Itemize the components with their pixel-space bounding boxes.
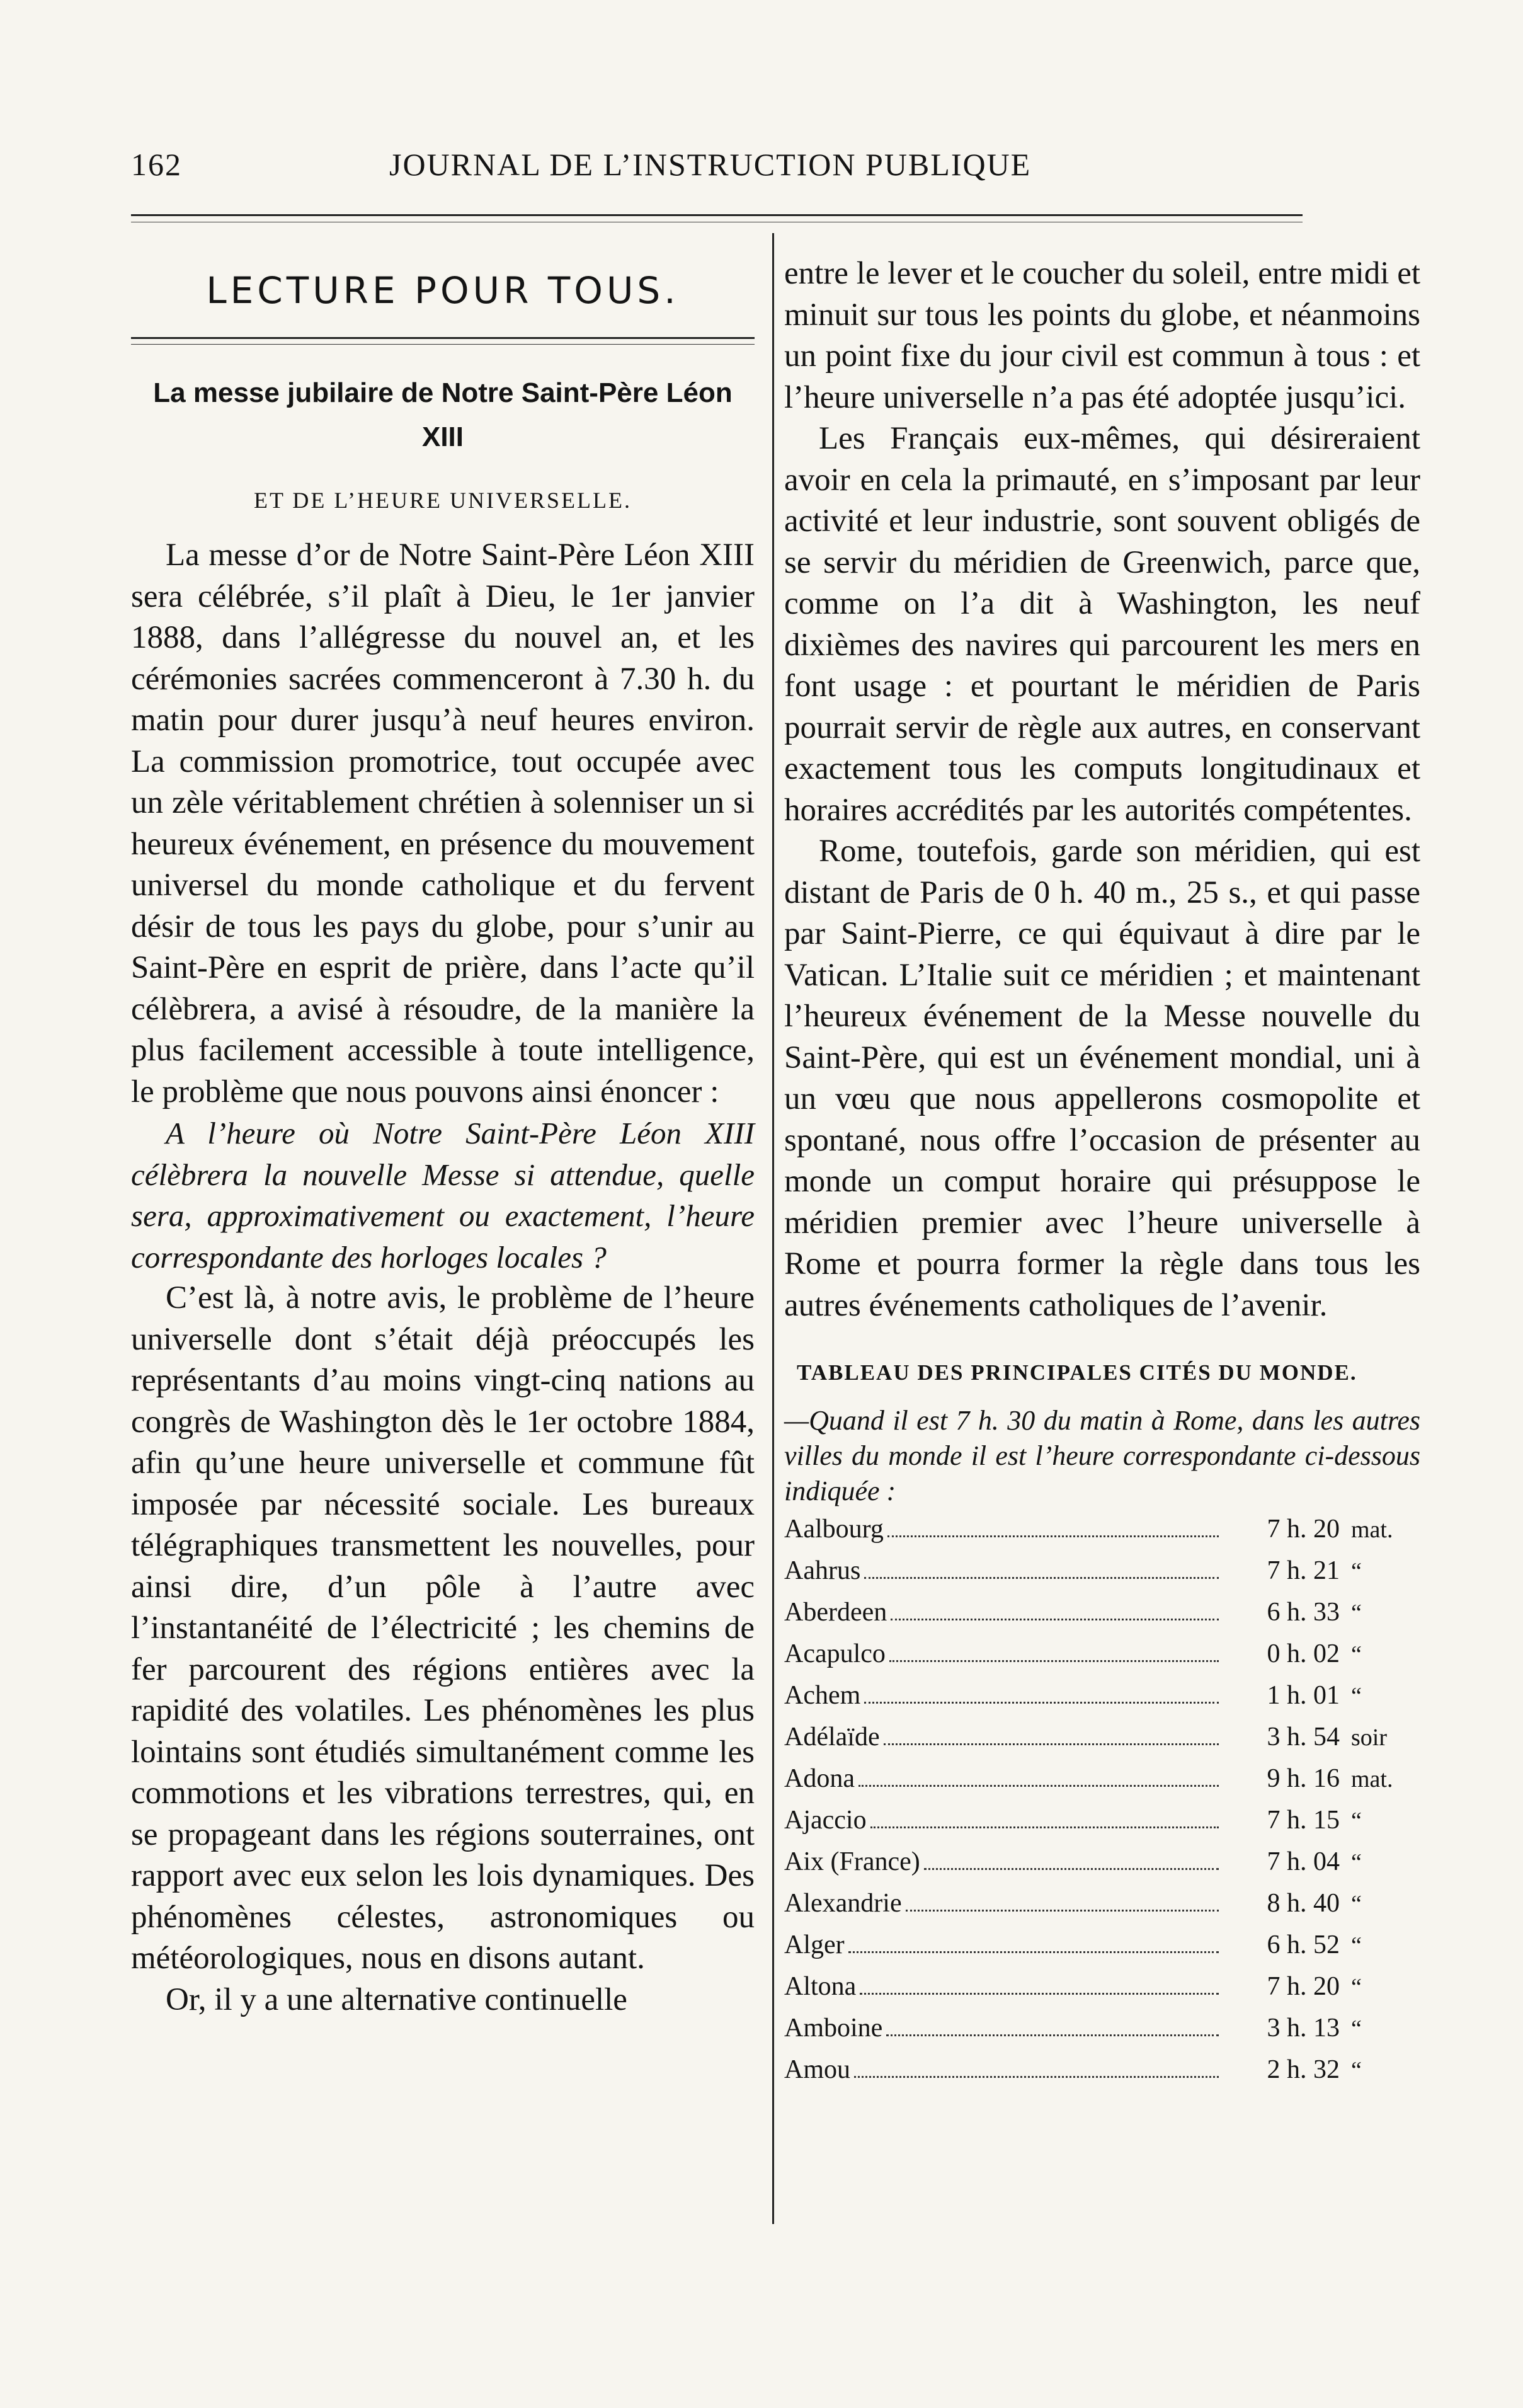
time-note: “ (1351, 1849, 1362, 1876)
column-divider (772, 233, 774, 2224)
city-name: Achem (784, 1681, 861, 1710)
paragraph: Or, il y a une alternative continuelle (166, 1981, 627, 2017)
time-note: “ (1351, 1600, 1362, 1626)
header-rule (131, 214, 1303, 216)
city-name: Alger (784, 1930, 845, 1959)
time-note: “ (1351, 1808, 1362, 1834)
city-time-table (784, 1509, 1420, 2091)
table-row (784, 1842, 1420, 1883)
city-time: 1 h. 01 (1267, 1681, 1340, 1710)
time-note: mat. (1351, 1516, 1393, 1543)
table-row (784, 1717, 1420, 1758)
page-number: 162 (131, 147, 182, 182)
table-intro: —Quand il est 7 h. 30 du matin à Rome, dans les autres villes du monde il est l’heure correspondante ci-dessous indiquée : (784, 1405, 1420, 1506)
time-note: mat. (1351, 1766, 1393, 1792)
city-name: Adona (784, 1764, 855, 1793)
time-note: “ (1351, 2057, 1362, 2084)
dot-leader (891, 1619, 1219, 1620)
running-head (131, 140, 1170, 184)
table-row (784, 1551, 1420, 1592)
city-time: 8 h. 40 (1267, 1889, 1340, 1918)
city-time: 9 h. 16 (1267, 1764, 1340, 1793)
time-note: “ (1351, 1891, 1362, 1917)
table-row (784, 2050, 1420, 2091)
city-time: 2 h. 32 (1267, 2055, 1340, 2084)
table-row (784, 1675, 1420, 1717)
dot-leader (860, 1993, 1219, 1995)
time-note: “ (1351, 1558, 1362, 1585)
city-time: 3 h. 13 (1267, 2014, 1340, 2043)
table-row (784, 1758, 1420, 1800)
city-name: Adélaïde (784, 1723, 880, 1752)
table-row (784, 1634, 1420, 1675)
article-title: La messe jubilaire de Notre Saint-Père Léon XIII (153, 377, 733, 452)
city-time: 7 h. 15 (1267, 1806, 1340, 1835)
paragraph: La messe d’or de Notre Saint-Père Léon XIII sera célébrée, s’il plaît à Dieu, le 1er janvier 1888, dans l’allégresse du nouvel an, et les cérémonies sacrées commenceront à 7.30 h. du matin pour durer jusqu’à neuf heures environ. La commission promotrice, tout occupée avec un zèle véritablement chrétien à solenniser un si heureux événement, en présence du mouvement universel du monde catholique et du fervent désir de tous les pays du globe, pour s’unir au Saint-Père en esprit de prière, dans l’acte qu’il célèbrera, a avisé à résoudre, de la manière la plus facilement accessible à toute intelligence, le problème que nous pouvons ainsi énoncer : (131, 537, 755, 1109)
city-time: 7 h. 04 (1267, 1847, 1340, 1876)
section-title-rules (131, 337, 755, 345)
table-row (784, 1966, 1420, 2008)
left-column (131, 255, 755, 2021)
table-row (784, 2008, 1420, 2050)
table-row (784, 1592, 1420, 1634)
dot-leader (889, 1660, 1219, 1662)
paragraph-continuation: entre le lever et le coucher du soleil, entre midi et minuit sur tous les points du globe, et néanmoins un point fixe du jour civil est commun à tous : et l’heure universelle n’a pas été adoptée jusqu’ici. (784, 256, 1420, 415)
city-name: Amou (784, 2055, 850, 2084)
dot-leader (858, 1785, 1219, 1787)
city-name: Acapulco (784, 1639, 886, 1668)
city-name: Ajaccio (784, 1806, 867, 1835)
table-row (784, 1800, 1420, 1842)
dot-leader (864, 1577, 1219, 1579)
time-note: soir (1351, 1724, 1387, 1751)
city-time: 7 h. 20 (1267, 1972, 1340, 2001)
dot-leader (886, 2034, 1219, 2036)
city-time: 7 h. 21 (1267, 1556, 1340, 1585)
dot-leader (884, 1743, 1219, 1745)
city-time: 3 h. 54 (1267, 1723, 1340, 1752)
question-quote: A l’heure où Notre Saint-Père Léon XIII célèbrera la nouvelle Messe si attendue, quelle sera, approximativement ou exactement, l’heure correspondante des horloges locales ? (131, 1116, 755, 1275)
time-note: “ (1351, 2015, 1362, 2042)
city-time: 6 h. 33 (1267, 1598, 1340, 1627)
section-title: LECTURE POUR TOUS. (206, 269, 680, 312)
city-name: Alexandrie (784, 1889, 902, 1918)
time-note: “ (1351, 1683, 1362, 1709)
dot-leader (848, 1951, 1219, 1953)
dot-leader (854, 2076, 1219, 2078)
paragraph: C’est là, à notre avis, le problème de l’heure universelle dont s’était déjà préoccupés les représentants d’au moins vingt-cinq nations au congrès de Washington dès le 1er octobre 1884, afin qu’une heure universelle et commune fût imposée par nécessité sociale. Les bureaux télégraphiques transmettent les nouvelles, pour ainsi dire, d’un pôle à l’autre avec l’instantanéité de l’électricité ; les chemins de fer parcourent des régions entières avec la rapidité des volatiles. Les phénomènes les plus lointains sont étudiés simultanément comme les commotions et les vibrations terrestres, qui, en se propageant dans les régions souterraines, ont rapport avec eux selon les lois dynamiques. Des phénomènes célestes, astronomiques ou météorologiques, nous en disons autant. (131, 1280, 755, 1976)
city-time: 7 h. 20 (1267, 1515, 1340, 1544)
city-name: Altona (784, 1972, 857, 2001)
table-row (784, 1925, 1420, 1966)
city-name: Aberdeen (784, 1598, 887, 1627)
dot-leader (870, 1826, 1219, 1828)
city-name: Aix (France) (784, 1847, 920, 1876)
article-subtitle: ET DE L’HEURE UNIVERSELLE. (254, 488, 632, 513)
table-title: TABLEAU DES PRINCIPALES CITÉS DU MONDE. (797, 1360, 1357, 1385)
dot-leader (906, 1910, 1219, 1912)
city-name: Aalbourg (784, 1515, 884, 1544)
journal-title: JOURNAL DE L’INSTRUCTION PUBLIQUE (389, 147, 1032, 182)
paragraph: Rome, toutefois, garde son méridien, qui est distant de Paris de 0 h. 40 m., 25 s., et qui passe par Saint-Pierre, ce qui équivaut à dire par le Vatican. L’Italie suit ce méridien ; et maintenant l’heureux événement de la Messe nouvelle du Saint-Père, qui est un événement mondial, uni à un vœu que nous appellerons cosmopolite et spontané, nous offre l’occasion de présenter au monde un comput horaire qui présuppose le méridien premier avec l’heure universelle à Rome et pourra former la règle dans tous les autres événements catholiques de l’avenir. (784, 834, 1420, 1323)
city-name: Amboine (784, 2014, 883, 2043)
right-column (784, 253, 1420, 2091)
dot-leader (887, 1535, 1219, 1537)
paragraph: Les Français eux-mêmes, qui désireraient avoir en cela la primauté, en s’imposant par leur activité et leur industrie, sont souvent obligés de se servir du méridien de Greenwich, parce que, comme on l’a dit à Washington, les neuf dixièmes des navires qui parcourent les mers en font usage : et pourtant le méridien de Paris pourrait servir de règle aux autres, en conservant exactement tous les computs longitudinaux et horaires accrédités par les autorités compétentes. (784, 421, 1420, 828)
time-note: “ (1351, 1932, 1362, 1959)
dot-leader (864, 1702, 1219, 1704)
city-time: 0 h. 02 (1267, 1639, 1340, 1668)
table-row (784, 1509, 1420, 1551)
time-note: “ (1351, 1974, 1362, 2000)
dot-leader (924, 1868, 1219, 1870)
table-row (784, 1883, 1420, 1925)
city-time: 6 h. 52 (1267, 1930, 1340, 1959)
time-note: “ (1351, 1641, 1362, 1668)
city-name: Aahrus (784, 1556, 861, 1585)
